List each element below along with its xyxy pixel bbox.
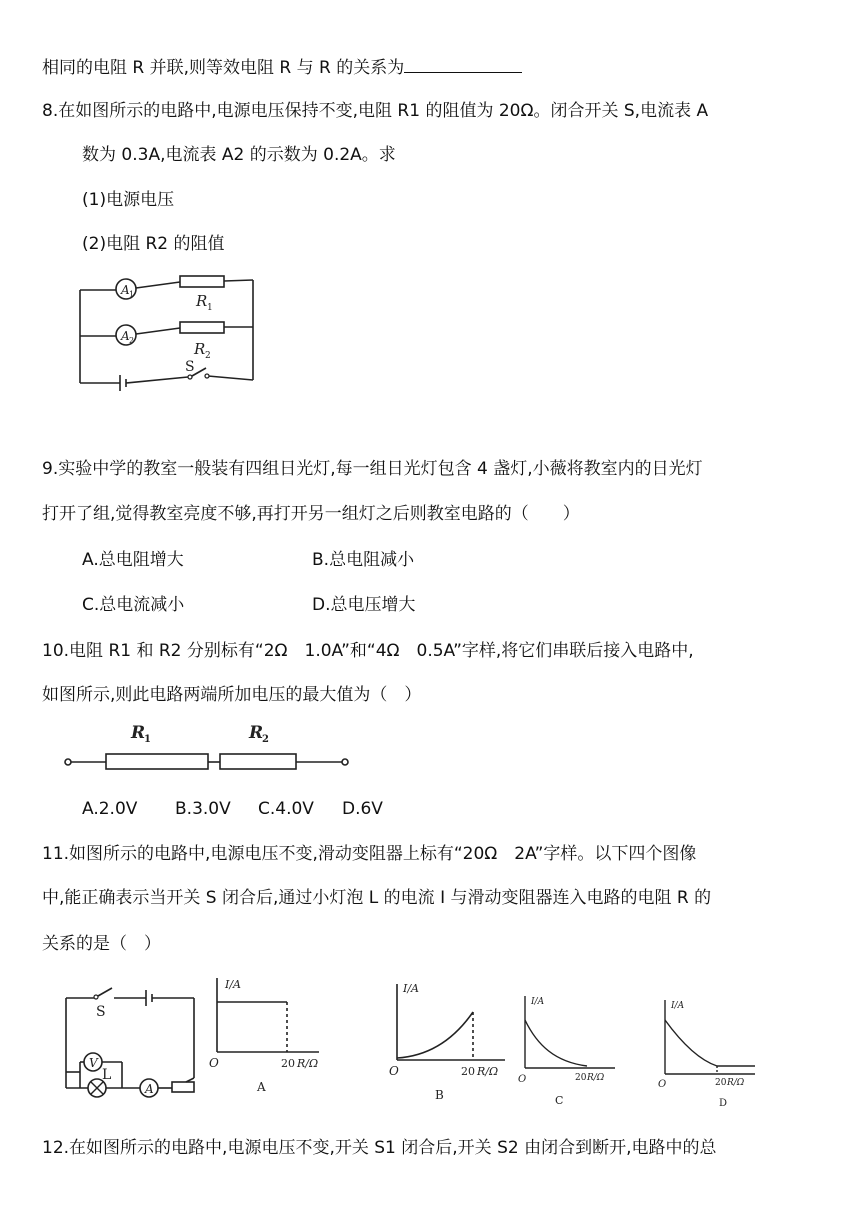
r2-label: R <box>249 723 264 743</box>
q11-stem-line3: 关系的是（ ） <box>42 934 161 954</box>
graph-c-xtick: 20 <box>575 1073 587 1083</box>
switch-label: S <box>185 359 195 375</box>
q10-option-a: A.2.0V <box>82 799 138 819</box>
voltmeter-label: V <box>89 1056 98 1070</box>
graph-c-ylabel: I/A <box>531 997 545 1007</box>
q8-sub2: (2)电阻 R2 的阻值 <box>82 234 225 254</box>
r2-label: R <box>194 340 206 358</box>
graph-c-xlabel: R/Ω <box>587 1073 605 1083</box>
graph-d-ylabel: I/A <box>671 1001 685 1011</box>
q11-stem-line1: 11.如图所示的电路中,电源电压不变,滑动变阻器上标有“20Ω 2A”字样。以下四个图像 <box>42 844 697 864</box>
q12-stem-line1: 12.在如图所示的电路中,电源电压不变,开关 S1 闭合后,开关 S2 由闭合到断开,电路中的总 <box>42 1138 717 1158</box>
q9-option-a: A.总电阻增大 <box>82 550 184 570</box>
ammeter-label: A <box>145 1082 154 1096</box>
q8-stem-line2: 数为 0.3A,电流表 A2 的示数为 0.2A。求 <box>82 145 396 165</box>
graph-b <box>385 978 515 1103</box>
q10-stem-line2: 如图所示,则此电路两端所加电压的最大值为（ ） <box>42 685 422 705</box>
lamp-label: L <box>102 1067 112 1083</box>
graph-a-origin: O <box>209 1056 219 1070</box>
q7-tail-text: 相同的电阻 R 并联,则等效电阻 R 与 R 的关系为 <box>42 58 405 78</box>
switch-contact-icon <box>188 375 192 379</box>
q9-option-b: B.总电阻减小 <box>312 550 415 570</box>
graph-b-label: B <box>435 1088 444 1102</box>
graph-d-label: D <box>719 1098 728 1109</box>
q10-stem-line1: 10.电阻 R1 和 R2 分别标有“2Ω 1.0A”和“4Ω 0.5A”字样,将它们串联后接入电路中, <box>42 641 694 661</box>
graph-c-origin: O <box>518 1074 527 1085</box>
meter1-sub: 1 <box>129 290 135 299</box>
graph-b-origin: O <box>389 1064 399 1078</box>
q9-stem-line1: 9.实验中学的教室一般装有四组日光灯,每一组日光灯包含 4 盏灯,小薇将教室内的日光灯 <box>42 459 703 479</box>
q7-tail <box>42 54 522 80</box>
ammeter-a1-icon <box>116 279 136 299</box>
q9-stem-line2: 打开了组,觉得教室亮度不够,再打开另一组灯之后则教室电路的（ ） <box>42 504 580 524</box>
graph-a-ylabel: I/A <box>225 978 241 991</box>
answer-blank <box>404 54 522 73</box>
terminal-icon <box>342 759 348 765</box>
graph-c-label: C <box>555 1094 564 1107</box>
q8-stem-line1: 8.在如图所示的电路中,电源电压保持不变,电阻 R1 的阻值为 20Ω。闭合开关 S,电流表 A <box>42 101 709 121</box>
graph-d <box>655 994 765 1114</box>
graph-a-label: A <box>257 1080 266 1094</box>
q9-option-d: D.总电压增大 <box>312 595 416 615</box>
graph-a <box>205 970 325 1095</box>
r1-sub: 1 <box>144 734 151 745</box>
q8-sub1: (1)电源电压 <box>82 190 175 210</box>
q11-circuit-diagram <box>52 976 202 1101</box>
ammeter-a2-icon <box>116 325 136 345</box>
q10-option-c: C.4.0V <box>258 799 314 819</box>
q11-stem-line2: 中,能正确表示当开关 S 闭合后,通过小灯泡 L 的电流 I 与滑动变阻器连入电路的电阻 R 的 <box>42 888 712 908</box>
r2-sub: 2 <box>262 734 269 745</box>
r1-label: R <box>196 292 208 310</box>
r1-sub: 1 <box>207 303 213 313</box>
graph-b-xtick: 20 <box>461 1065 475 1078</box>
graph-c <box>515 990 625 1110</box>
graph-b-xlabel: R/Ω <box>477 1065 499 1078</box>
r2-sub: 2 <box>205 351 211 361</box>
graph-d-xtick: 20 <box>715 1078 727 1088</box>
graph-d-xlabel: R/Ω <box>727 1078 745 1088</box>
q10-option-b: B.3.0V <box>175 799 231 819</box>
graph-d-origin: O <box>658 1079 667 1090</box>
q10-option-d: D.6V <box>342 799 383 819</box>
meter1-label: A <box>121 283 130 297</box>
graph-b-ylabel: I/A <box>403 982 419 995</box>
r1-label: R <box>131 723 146 743</box>
terminal-icon <box>65 759 71 765</box>
q9-option-c: C.总电流减小 <box>82 595 185 615</box>
switch-label: S <box>96 1004 106 1020</box>
switch-contact-icon <box>94 995 98 999</box>
switch-contact-icon <box>205 374 209 378</box>
q10-series-resistors-diagram <box>58 718 378 778</box>
graph-a-xlabel: R/Ω <box>297 1057 319 1070</box>
q8-circuit-diagram <box>70 270 270 395</box>
graph-a-xtick: 20 <box>281 1057 295 1070</box>
meter2-label: A <box>121 329 130 343</box>
meter2-sub: 2 <box>129 336 135 345</box>
